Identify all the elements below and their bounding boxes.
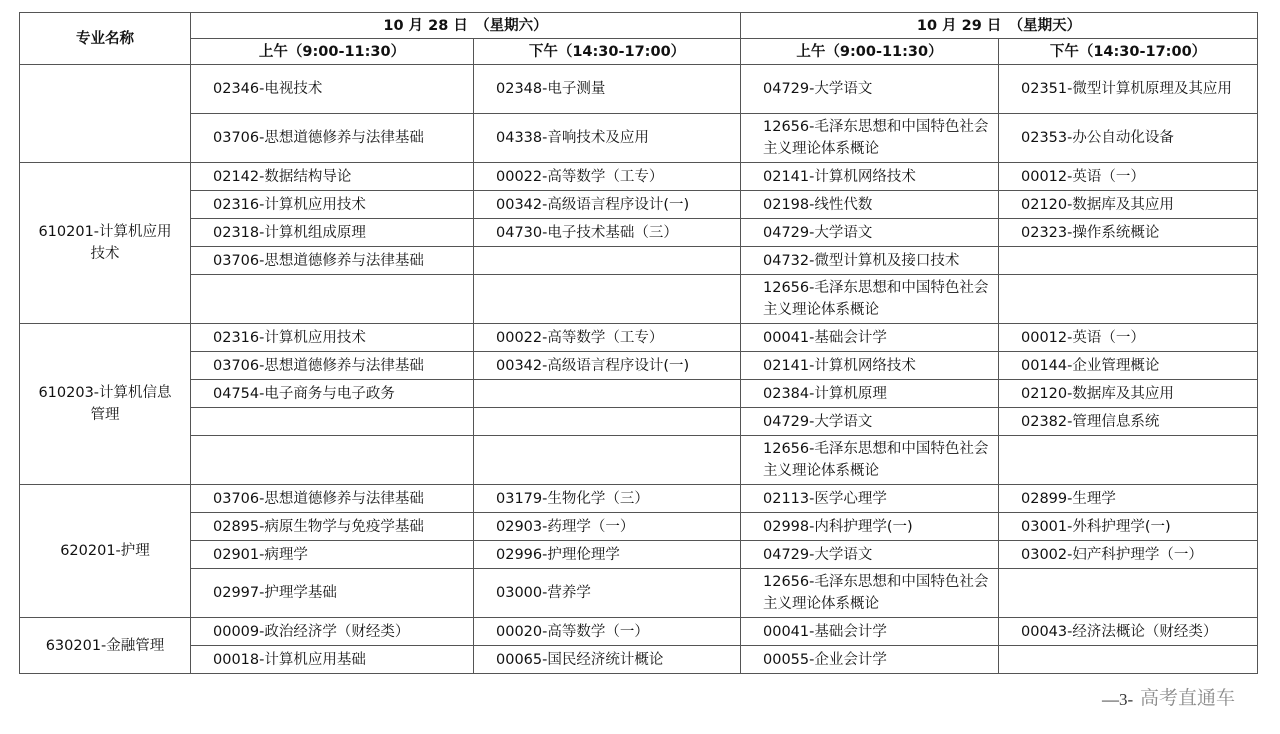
course-cell xyxy=(474,247,741,275)
course-cell: 00041-基础会计学 xyxy=(741,324,999,352)
course-cell: 12656-毛泽东思想和中国特色社会主义理论体系概论 xyxy=(741,569,999,618)
table-row xyxy=(20,219,1258,247)
course-cell: 02113-医学心理学 xyxy=(741,485,999,513)
exam-schedule-table xyxy=(19,12,1258,674)
course-cell: 04729-大学语文 xyxy=(741,65,999,114)
course-cell: 00012-英语（一） xyxy=(999,324,1258,352)
day1-am-header: 上午（9:00-11:30） xyxy=(191,39,474,65)
course-cell xyxy=(191,436,474,485)
major-name-cell xyxy=(20,65,191,163)
day1-pm-header: 下午（14:30-17:00） xyxy=(474,39,741,65)
course-cell: 02198-线性代数 xyxy=(741,191,999,219)
table-row xyxy=(20,436,1258,485)
course-cell: 04754-电子商务与电子政务 xyxy=(191,380,474,408)
course-cell: 00022-高等数学（工专） xyxy=(474,163,741,191)
course-cell: 03000-营养学 xyxy=(474,569,741,618)
course-cell: 02382-管理信息系统 xyxy=(999,408,1258,436)
course-cell: 02998-内科护理学(一) xyxy=(741,513,999,541)
course-cell: 02996-护理伦理学 xyxy=(474,541,741,569)
course-cell: 02323-操作系统概论 xyxy=(999,219,1258,247)
course-cell: 02351-微型计算机原理及其应用 xyxy=(999,65,1258,114)
day2-pm-header: 下午（14:30-17:00） xyxy=(999,39,1258,65)
course-cell: 02346-电视技术 xyxy=(191,65,474,114)
course-cell: 00041-基础会计学 xyxy=(741,618,999,646)
course-cell: 04338-音响技术及应用 xyxy=(474,114,741,163)
course-cell: 02316-计算机应用技术 xyxy=(191,191,474,219)
course-cell: 03706-思想道德修养与法律基础 xyxy=(191,114,474,163)
course-cell xyxy=(999,247,1258,275)
course-cell: 02120-数据库及其应用 xyxy=(999,380,1258,408)
course-cell: 12656-毛泽东思想和中国特色社会主义理论体系概论 xyxy=(741,436,999,485)
major-column-header: 专业名称 xyxy=(20,13,191,65)
course-cell: 02141-计算机网络技术 xyxy=(741,163,999,191)
course-cell: 00342-高级语言程序设计(一) xyxy=(474,352,741,380)
course-cell xyxy=(474,380,741,408)
course-cell: 12656-毛泽东思想和中国特色社会主义理论体系概论 xyxy=(741,114,999,163)
course-cell: 00055-企业会计学 xyxy=(741,646,999,674)
course-cell: 00144-企业管理概论 xyxy=(999,352,1258,380)
course-cell: 00043-经济法概论（财经类） xyxy=(999,618,1258,646)
table-row xyxy=(20,408,1258,436)
table-row xyxy=(20,380,1258,408)
course-cell: 00020-高等数学（一） xyxy=(474,618,741,646)
course-cell: 02348-电子测量 xyxy=(474,65,741,114)
course-cell: 03179-生物化学（三） xyxy=(474,485,741,513)
course-cell: 00018-计算机应用基础 xyxy=(191,646,474,674)
course-cell: 04732-微型计算机及接口技术 xyxy=(741,247,999,275)
table-row xyxy=(20,191,1258,219)
day1-header: 10 月 28 日 （星期六） xyxy=(191,13,741,39)
day2-am-header: 上午（9:00-11:30） xyxy=(741,39,999,65)
course-cell xyxy=(191,275,474,324)
course-cell: 03001-外科护理学(一) xyxy=(999,513,1258,541)
course-cell: 00012-英语（一） xyxy=(999,163,1258,191)
course-cell: 02901-病理学 xyxy=(191,541,474,569)
table-row xyxy=(20,618,1258,646)
course-cell: 02895-病原生物学与免疫学基础 xyxy=(191,513,474,541)
course-cell: 04729-大学语文 xyxy=(741,408,999,436)
course-cell: 02899-生理学 xyxy=(999,485,1258,513)
course-cell: 02142-数据结构导论 xyxy=(191,163,474,191)
course-cell: 03706-思想道德修养与法律基础 xyxy=(191,485,474,513)
table-row xyxy=(20,275,1258,324)
course-cell: 02318-计算机组成原理 xyxy=(191,219,474,247)
course-cell xyxy=(474,275,741,324)
table-row xyxy=(20,646,1258,674)
course-cell xyxy=(999,646,1258,674)
course-cell: 12656-毛泽东思想和中国特色社会主义理论体系概论 xyxy=(741,275,999,324)
major-name-cell: 630201-金融管理 xyxy=(20,618,191,674)
course-cell: 02384-计算机原理 xyxy=(741,380,999,408)
course-cell: 04729-大学语文 xyxy=(741,541,999,569)
table-row xyxy=(20,324,1258,352)
table-row xyxy=(20,163,1258,191)
course-cell: 03706-思想道德修养与法律基础 xyxy=(191,352,474,380)
table-row xyxy=(20,513,1258,541)
table-row xyxy=(20,352,1258,380)
page-number: —3- xyxy=(1102,690,1134,709)
course-cell xyxy=(474,408,741,436)
course-cell: 00342-高级语言程序设计(一) xyxy=(474,191,741,219)
course-cell: 02141-计算机网络技术 xyxy=(741,352,999,380)
table-row xyxy=(20,541,1258,569)
table-row xyxy=(20,569,1258,618)
course-cell xyxy=(999,569,1258,618)
course-cell xyxy=(474,436,741,485)
day2-header: 10 月 29 日 （星期天） xyxy=(741,13,1258,39)
course-cell xyxy=(191,408,474,436)
header-row-sessions xyxy=(20,39,1258,65)
major-name-cell: 610201-计算机应用技术 xyxy=(20,163,191,324)
table-row xyxy=(20,485,1258,513)
header-row-dates xyxy=(20,13,1258,39)
watermark-text: 高考直通车 xyxy=(1140,687,1236,709)
course-cell: 02903-药理学（一） xyxy=(474,513,741,541)
course-cell: 00022-高等数学（工专） xyxy=(474,324,741,352)
course-cell: 04730-电子技术基础（三） xyxy=(474,219,741,247)
course-cell xyxy=(999,275,1258,324)
course-cell: 02316-计算机应用技术 xyxy=(191,324,474,352)
course-cell: 02997-护理学基础 xyxy=(191,569,474,618)
course-cell: 02120-数据库及其应用 xyxy=(999,191,1258,219)
table-row xyxy=(20,65,1258,114)
course-cell: 03002-妇产科护理学（一） xyxy=(999,541,1258,569)
major-name-cell: 620201-护理 xyxy=(20,485,191,618)
course-cell: 03706-思想道德修养与法律基础 xyxy=(191,247,474,275)
table-row xyxy=(20,247,1258,275)
course-cell: 00065-国民经济统计概论 xyxy=(474,646,741,674)
table-row xyxy=(20,114,1258,163)
course-cell: 00009-政治经济学（财经类） xyxy=(191,618,474,646)
course-cell xyxy=(999,436,1258,485)
major-name-cell: 610203-计算机信息管理 xyxy=(20,324,191,485)
course-cell: 04729-大学语文 xyxy=(741,219,999,247)
course-cell: 02353-办公自动化设备 xyxy=(999,114,1258,163)
